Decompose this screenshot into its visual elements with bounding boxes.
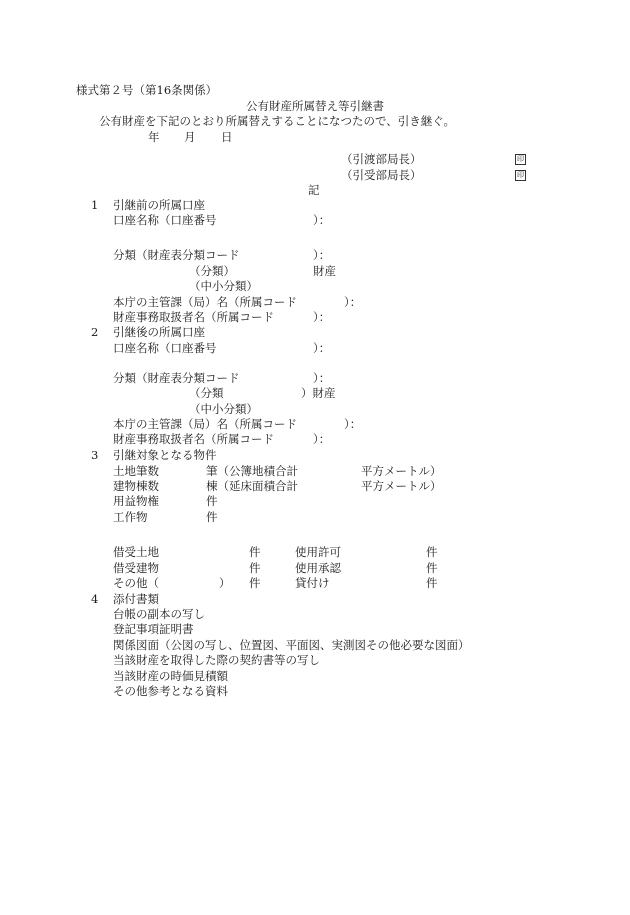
section1-sub-category: （分類） [189, 264, 235, 278]
section2-handler: 財産事務取扱者名（所属コード [113, 432, 274, 446]
usufruct-label: 用益物権 [113, 494, 159, 508]
leased-land-label: 借受土地 [113, 545, 159, 559]
land-area-unit: 平方メートル） [361, 464, 442, 478]
section3-number: 3 [91, 448, 99, 462]
section2-handler-colon: ）： [313, 432, 331, 446]
section1-minor-category: （中小分類） [189, 279, 258, 293]
section2-account-name: 口座名称（口座番号 [113, 341, 217, 355]
section1-main-section-colon: ）： [344, 295, 362, 309]
leased-building-label: 借受建物 [113, 561, 159, 575]
section1-account-name: 口座名称（口座番号 [113, 213, 217, 227]
land-unit-label: 筆（公簿地積合計 [206, 464, 298, 478]
other-unit: 件 [249, 576, 261, 590]
section1-number: 1 [91, 198, 99, 212]
other-label: その他（ [113, 576, 159, 590]
form-number: 様式第２号（第16条関係） [76, 83, 218, 97]
section4-number: 4 [91, 592, 99, 606]
structure-label: 工作物 [113, 510, 148, 524]
section2-heading: 引継後の所属口座 [113, 325, 205, 339]
use-permit-unit: 件 [426, 545, 438, 559]
section1-heading: 引継前の所属口座 [113, 198, 205, 212]
usufruct-unit: 件 [206, 494, 218, 508]
transferee-label: （引受部局長） [341, 168, 422, 182]
section1-category: 分類（財産表分類コード [113, 248, 240, 262]
building-area-unit: 平方メートル） [361, 479, 442, 493]
seal-mark-transferee: 印 [517, 171, 524, 179]
attachment-item: その他参考となる資料 [113, 684, 228, 698]
use-approval-unit: 件 [426, 561, 438, 575]
attachment-item: 当該財産を取得した際の契約書等の写し [113, 653, 320, 667]
section1-category-colon: ）： [313, 248, 331, 262]
building-unit-label: 棟（延床面積合計 [206, 479, 298, 493]
section2-sub-category: （分類 [189, 386, 224, 400]
attachment-item: 関係図面（公図の写し、位置図、平面図、実測図その他必要な図面） [113, 638, 470, 652]
section1-zaisan: 財産 [313, 264, 336, 278]
section3-heading: 引継対象となる物件 [113, 448, 217, 462]
seal-mark-transferor: 印 [517, 155, 524, 163]
building-count-label: 建物棟数 [113, 479, 159, 493]
leased-land-unit: 件 [249, 545, 261, 559]
section1-main-section: 本庁の主管課（局）名（所属コード [113, 295, 297, 309]
section2-zaisan: ）財産 [301, 386, 336, 400]
section2-account-colon: ）： [313, 341, 331, 355]
other-close-paren: ） [219, 576, 231, 590]
section2-category: 分類（財産表分類コード [113, 371, 240, 385]
land-count-label: 土地筆数 [113, 464, 159, 478]
date-day: 日 [221, 130, 233, 144]
leased-building-unit: 件 [249, 561, 261, 575]
section2-minor-category: （中小分類） [189, 402, 258, 416]
date-month: 月 [184, 130, 196, 144]
attachment-item: 台帳の副本の写し [113, 607, 205, 621]
attachment-item: 当該財産の時価見積額 [113, 669, 228, 683]
section2-category-colon: ）： [313, 371, 331, 385]
attachment-item: 登記事項証明書 [113, 622, 194, 636]
date-year: 年 [148, 130, 160, 144]
lending-unit: 件 [426, 576, 438, 590]
use-permit-label: 使用許可 [295, 545, 341, 559]
intro-text: 公有財産を下記のとおり所属替えすることになつたので、引き継ぐ。 [99, 114, 456, 128]
section2-number: 2 [91, 325, 99, 339]
ki-label: 記 [308, 183, 320, 197]
document-title: 公有財産所属替え等引継書 [246, 99, 384, 113]
use-approval-label: 使用承認 [295, 561, 341, 575]
section2-main-section-colon: ）： [344, 417, 362, 431]
section1-handler: 財産事務取扱者名（所属コード [113, 310, 274, 324]
section2-main-section: 本庁の主管課（局）名（所属コード [113, 417, 297, 431]
section1-handler-colon: ）： [313, 310, 331, 324]
structure-unit: 件 [206, 510, 218, 524]
section4-heading: 添付書類 [113, 592, 159, 606]
section1-account-colon: ）： [313, 213, 331, 227]
transferor-label: （引渡部局長） [341, 152, 422, 166]
lending-label: 貸付け [295, 576, 330, 590]
